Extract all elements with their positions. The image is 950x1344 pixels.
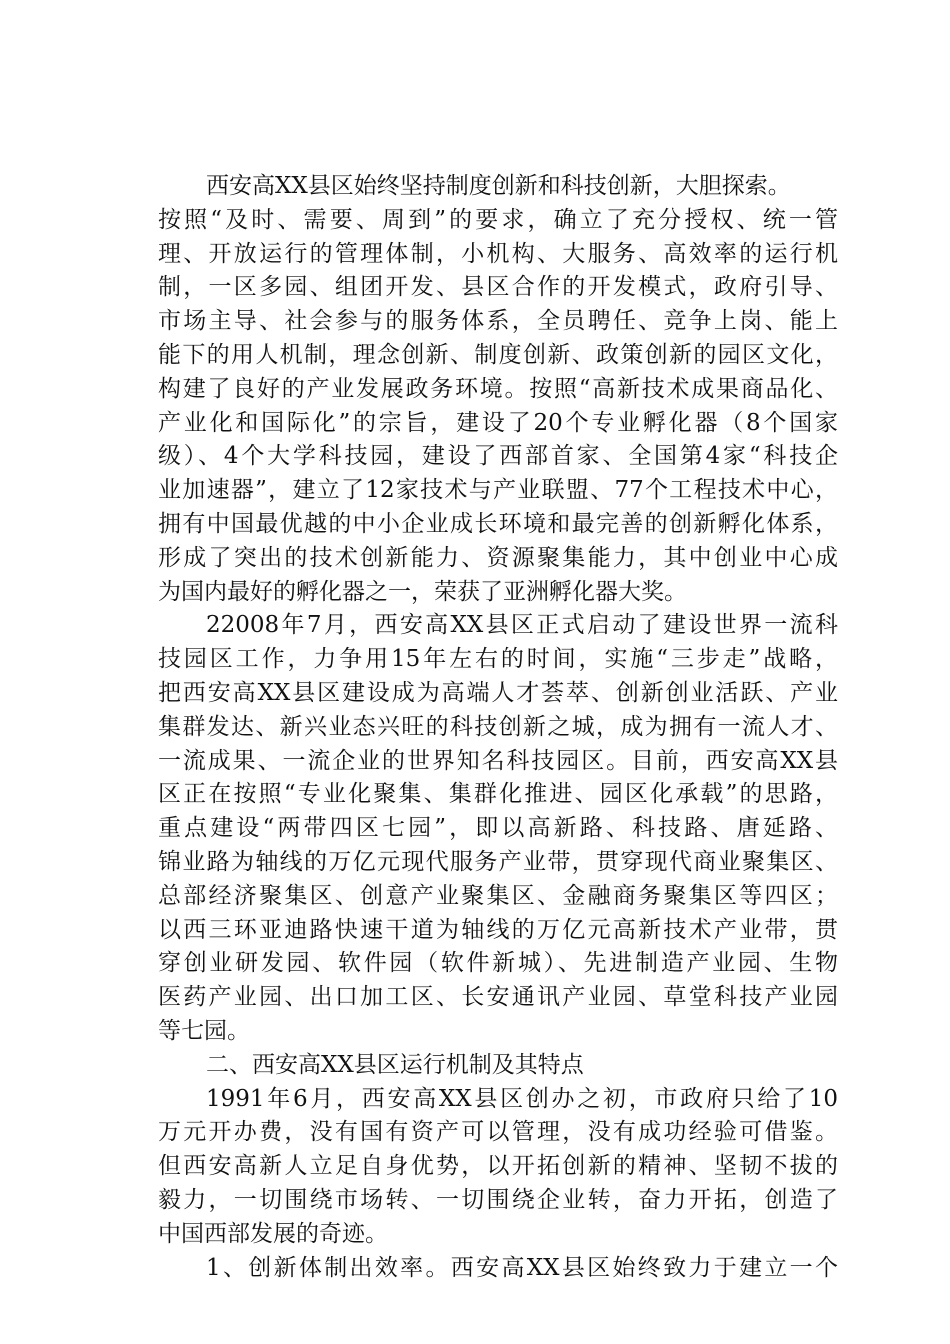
- text-line: 以西三环亚迪路快速干道为轴线的万亿元高新技术产业带，贯: [158, 916, 838, 943]
- text-line: 构建了良好的产业发展政务环境。按照“高新技术成果商品化、: [158, 375, 838, 402]
- text-line: 为国内最好的孵化器之一，荣获了亚洲孵化器大奖。: [158, 578, 687, 605]
- text-line: 制，一区多园、组团开发、县区合作的开发模式，政府引导、: [158, 274, 838, 301]
- text-line: 业加速器”，建立了12家技术与产业联盟、77个工程技术中心，: [158, 477, 838, 504]
- text-line: 市场主导、社会参与的服务体系，全员聘任、竞争上岗、能上: [158, 308, 838, 335]
- text-line: 区正在按照“专业化聚集、集群化推进、园区化承载”的思路，: [158, 781, 838, 808]
- text-line: 等七园。: [158, 1017, 250, 1044]
- text-line: 集群发达、新兴业态兴旺的科技创新之城，成为拥有一流人才、: [158, 713, 838, 740]
- text-line: 西安高XX县区始终坚持制度创新和科技创新，大胆探索。: [206, 173, 791, 199]
- text-line: 毅力，一切围绕市场转、一切围绕企业转，奋力开拓，创造了: [158, 1186, 838, 1213]
- text-line: 医药产业园、出口加工区、长安通讯产业园、草堂科技产业园: [158, 984, 838, 1011]
- text-line: 能下的用人机制，理念创新、制度创新、政策创新的园区文化，: [158, 341, 838, 368]
- text-line: 把西安高XX县区建设成为高端人才荟萃、创新创业活跃、产业: [158, 679, 838, 706]
- text-line: 形成了突出的技术创新能力、资源聚集能力，其中创业中心成: [158, 544, 838, 571]
- text-line: 锦业路为轴线的万亿元现代服务产业带，贯穿现代商业聚集区、: [158, 848, 838, 875]
- text-line: 拥有中国最优越的中小企业成长环境和最完善的创新孵化体系，: [158, 510, 838, 537]
- text-line: 22008年7月，西安高XX县区正式启动了建设世界一流科: [206, 612, 838, 639]
- text-line: 万元开办费，没有国有资产可以管理，没有成功经验可借鉴。: [158, 1119, 838, 1146]
- text-line: 产业化和国际化”的宗旨，建设了20个专业孵化器（8个国家: [158, 409, 838, 436]
- text-line: 理、开放运行的管理体制，小机构、大服务、高效率的运行机: [158, 240, 838, 267]
- text-line: 级）、4个大学科技园，建设了西部首家、全国第4家“科技企: [158, 443, 838, 470]
- text-line: 总部经济聚集区、创意产业聚集区、金融商务聚集区等四区；: [158, 882, 838, 909]
- text-line: 二、西安高XX县区运行机制及其特点: [206, 1051, 584, 1078]
- text-line: 但西安高新人立足自身优势，以开拓创新的精神、坚韧不拔的: [158, 1153, 838, 1180]
- text-line: 中国西部发展的奇迹。: [158, 1220, 388, 1247]
- text-line: 技园区工作，力争用15年左右的时间，实施“三步走”战略，: [158, 646, 838, 673]
- document-body: [158, 170, 838, 1285]
- text-line: 重点建设“两带四区七园”，即以高新路、科技路、唐延路、: [158, 815, 838, 842]
- text-line: 1991年6月，西安高XX县区创办之初，市政府只给了10: [206, 1085, 838, 1112]
- text-line: 穿创业研发园、软件园（软件新城）、先进制造产业园、生物: [158, 950, 838, 977]
- text-line: 一流成果、一流企业的世界知名科技园区。目前，西安高XX县: [158, 747, 838, 774]
- text-line: 1、创新体制出效率。西安高XX县区始终致力于建立一个: [206, 1254, 838, 1281]
- text-line: 按照“及时、需要、周到”的要求，确立了充分授权、统一管: [158, 206, 838, 233]
